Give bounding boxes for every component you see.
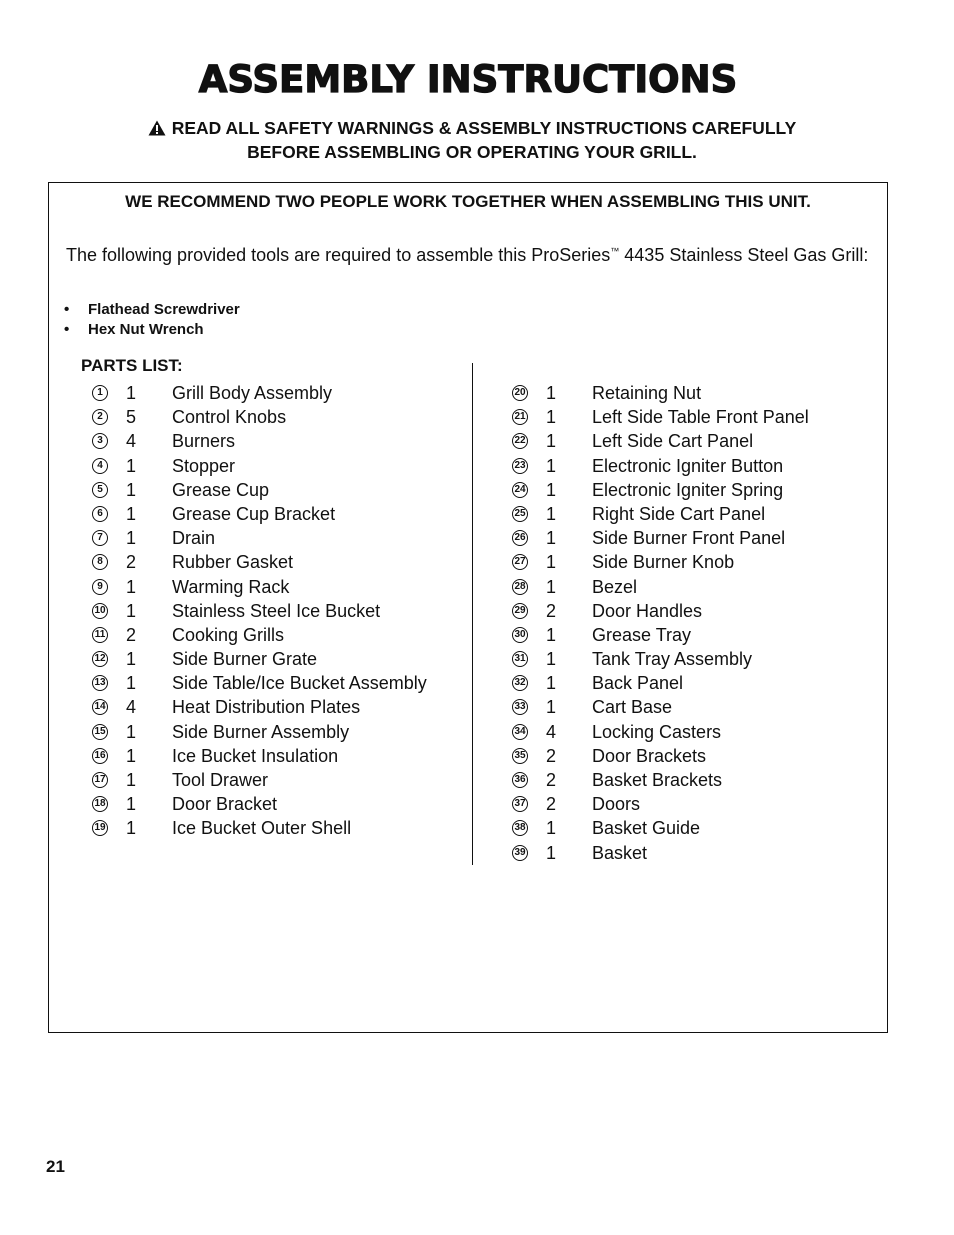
part-name: Control Knobs <box>172 407 287 428</box>
part-number-badge: 25 <box>512 506 528 522</box>
part-quantity: 1 <box>126 770 137 790</box>
part-quantity: 1 <box>546 503 557 524</box>
part-quantity: 5 <box>126 407 137 428</box>
part-number-badge: 36 <box>512 772 528 788</box>
part-number-badge: 4 <box>92 458 108 474</box>
parts-list-heading: PARTS LIST: <box>81 356 183 375</box>
part-name: Stopper <box>172 455 236 476</box>
part-quantity: 1 <box>546 552 557 573</box>
part-name: Locking Casters <box>592 721 722 742</box>
tool-name: Flathead Screwdriver <box>88 301 240 318</box>
part-quantity: 1 <box>546 673 557 694</box>
page-number: 21 <box>46 1157 65 1176</box>
part-number-badge: 24 <box>512 482 528 498</box>
part-name: Side Burner Grate <box>172 649 318 670</box>
part-name: Side Burner Assembly <box>172 721 350 742</box>
part-name: Grease Cup Bracket <box>172 503 336 524</box>
part-number-badge: 21 <box>512 409 528 425</box>
part-name: Electronic Igniter Button <box>592 455 784 476</box>
part-name: Door Handles <box>592 600 703 621</box>
part-number-badge: 20 <box>512 385 528 401</box>
part-name: Left Side Cart Panel <box>592 431 754 452</box>
part-number-badge: 2 <box>92 409 108 425</box>
part-quantity: 1 <box>126 721 137 742</box>
part-quantity: 2 <box>126 624 137 645</box>
part-name: Tool Drawer <box>172 770 269 790</box>
part-quantity: 1 <box>126 649 137 670</box>
safety-warning <box>0 117 944 163</box>
part-name: Rubber Gasket <box>172 552 294 573</box>
bullet-icon: • <box>64 301 70 318</box>
part-quantity: 1 <box>126 745 137 766</box>
part-name: Stainless Steel Ice Bucket <box>172 600 381 621</box>
part-quantity: 1 <box>126 794 137 815</box>
part-number-badge: 9 <box>92 579 108 595</box>
part-number-badge: 23 <box>512 458 528 474</box>
part-quantity: 1 <box>126 383 137 403</box>
part-number-badge: 31 <box>512 651 528 667</box>
bullet-icon: • <box>64 321 70 338</box>
part-name: Drain <box>172 528 216 549</box>
part-quantity: 1 <box>126 479 137 500</box>
part-number-badge: 6 <box>92 506 108 522</box>
part-quantity: 2 <box>546 794 557 815</box>
part-quantity: 1 <box>126 528 137 549</box>
part-name: Side Burner Knob <box>592 552 735 573</box>
part-number-badge: 22 <box>512 433 528 449</box>
part-quantity: 1 <box>546 624 557 645</box>
warning-line-1: READ ALL SAFETY WARNINGS & ASSEMBLY INSTRUCTIONS CAREFULLY <box>171 118 797 138</box>
part-number-badge: 8 <box>92 554 108 570</box>
part-name: Basket Brackets <box>592 770 723 790</box>
part-quantity: 1 <box>546 407 557 428</box>
part-number-badge: 3 <box>92 433 108 449</box>
part-quantity: 1 <box>546 842 557 863</box>
tools-intro-text: The following provided tools are required to assemble this ProSeries <box>66 245 611 265</box>
part-name: Door Brackets <box>592 745 707 766</box>
part-name: Grease Tray <box>592 624 692 645</box>
part-number-badge: 33 <box>512 699 528 715</box>
part-quantity: 1 <box>546 383 557 403</box>
part-quantity: 1 <box>546 431 557 452</box>
part-name: Heat Distribution Plates <box>172 697 361 718</box>
part-quantity: 2 <box>546 745 557 766</box>
part-name: Side Burner Front Panel <box>592 528 786 549</box>
part-name: Grease Cup <box>172 479 270 500</box>
tool-name: Hex Nut Wrench <box>88 321 204 338</box>
warning-line-2: BEFORE ASSEMBLING OR OPERATING YOUR GRILL. <box>247 142 697 162</box>
trademark-symbol: ™ <box>610 246 620 256</box>
part-number-badge: 29 <box>512 603 528 619</box>
part-number-badge: 19 <box>92 820 108 836</box>
part-name: Warming Rack <box>172 576 290 597</box>
part-quantity: 1 <box>546 479 557 500</box>
part-number-badge: 5 <box>92 482 108 498</box>
part-name: Tank Tray Assembly <box>592 649 753 670</box>
part-name: Back Panel <box>592 673 684 694</box>
part-name: Cooking Grills <box>172 624 285 645</box>
part-quantity: 1 <box>546 697 557 718</box>
part-number-badge: 18 <box>92 796 108 812</box>
part-name: Basket <box>592 842 648 863</box>
part-name: Grill Body Assembly <box>172 383 333 403</box>
part-number-badge: 27 <box>512 554 528 570</box>
part-quantity: 1 <box>126 600 137 621</box>
part-number-badge: 38 <box>512 820 528 836</box>
tools-intro-text-end: 4435 Stainless Steel Gas Grill: <box>619 245 869 265</box>
part-quantity: 1 <box>546 528 557 549</box>
part-quantity: 4 <box>126 697 137 718</box>
part-number-badge: 1 <box>92 385 108 401</box>
warning-triangle-icon <box>148 119 166 141</box>
part-name: Burners <box>172 431 236 452</box>
part-quantity: 2 <box>546 600 557 621</box>
part-quantity: 1 <box>126 818 137 839</box>
part-quantity: 4 <box>546 721 557 742</box>
part-number-badge: 30 <box>512 627 528 643</box>
tool-item <box>64 300 240 320</box>
part-quantity: 4 <box>126 431 137 452</box>
part-name: Bezel <box>592 576 638 597</box>
part-quantity: 2 <box>126 552 137 573</box>
part-name: Right Side Cart Panel <box>592 503 766 524</box>
part-number-badge: 10 <box>92 603 108 619</box>
part-number-badge: 16 <box>92 748 108 764</box>
part-number-badge: 26 <box>512 530 528 546</box>
part-number-badge: 11 <box>92 627 108 643</box>
part-quantity: 2 <box>546 770 557 790</box>
part-number-badge: 15 <box>92 724 108 740</box>
part-quantity: 1 <box>126 576 137 597</box>
part-name: Retaining Nut <box>592 383 702 403</box>
tool-item <box>64 320 240 340</box>
part-number-badge: 32 <box>512 675 528 691</box>
part-number-badge: 37 <box>512 796 528 812</box>
part-quantity: 1 <box>546 818 557 839</box>
part-name: Electronic Igniter Spring <box>592 479 784 500</box>
recommendation-note: WE RECOMMEND TWO PEOPLE WORK TOGETHER WHEN ASSEMBLING THIS UNIT. <box>125 192 811 211</box>
part-name: Left Side Table Front Panel <box>592 407 809 428</box>
part-name: Ice Bucket Outer Shell <box>172 818 352 839</box>
part-name: Door Bracket <box>172 794 278 815</box>
part-name: Basket Guide <box>592 818 701 839</box>
part-quantity: 1 <box>546 455 557 476</box>
part-number-badge: 39 <box>512 845 528 861</box>
part-number-badge: 34 <box>512 724 528 740</box>
part-number-badge: 35 <box>512 748 528 764</box>
part-number-badge: 7 <box>92 530 108 546</box>
part-number-badge: 12 <box>92 651 108 667</box>
tools-list <box>64 300 240 340</box>
part-quantity: 1 <box>126 673 137 694</box>
part-name: Cart Base <box>592 697 673 718</box>
part-quantity: 1 <box>126 503 137 524</box>
part-number-badge: 28 <box>512 579 528 595</box>
part-number-badge: 17 <box>92 772 108 788</box>
part-quantity: 1 <box>546 576 557 597</box>
page-title: ASSEMBLY INSTRUCTIONS <box>198 58 738 101</box>
tools-intro <box>66 240 876 267</box>
part-name: Side Table/Ice Bucket Assembly <box>172 673 427 694</box>
column-divider <box>472 363 473 865</box>
part-name: Ice Bucket Insulation <box>172 745 339 766</box>
part-quantity: 1 <box>126 455 137 476</box>
part-number-badge: 14 <box>92 699 108 715</box>
part-name: Doors <box>592 794 641 815</box>
part-quantity: 1 <box>546 649 557 670</box>
part-number-badge: 13 <box>92 675 108 691</box>
